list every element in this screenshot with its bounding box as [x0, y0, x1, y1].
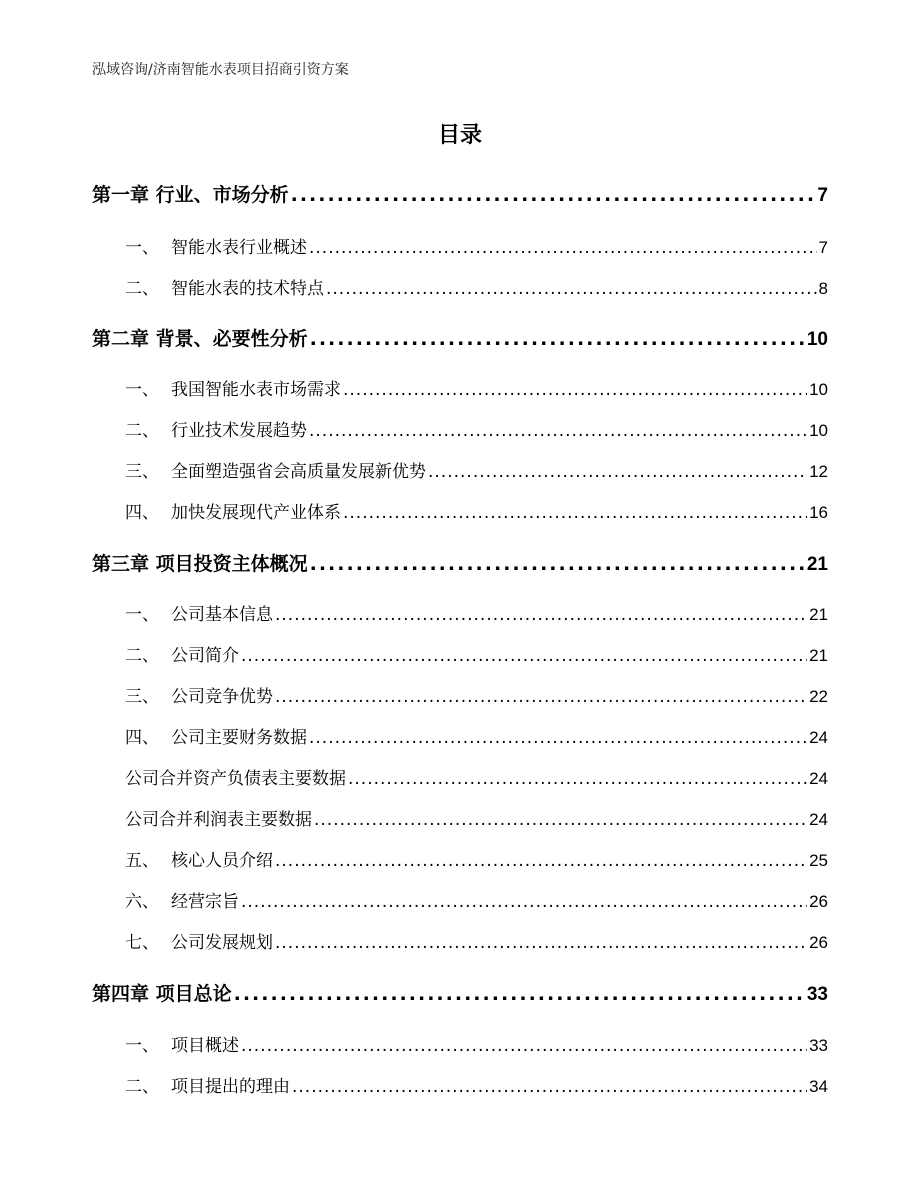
toc-entry-page: 8 [818, 279, 828, 298]
toc-entry-chapter-1[interactable] [92, 181, 828, 209]
toc-leader-dots [234, 980, 805, 1008]
toc-entry-page: 24 [809, 728, 828, 747]
toc-entry-page: 22 [809, 687, 828, 706]
toc-leader-dots [348, 766, 807, 792]
toc-entry-section[interactable] [125, 930, 828, 956]
toc-leader-dots [241, 643, 807, 669]
toc-entry-title: 项目提出的理由 [171, 1077, 290, 1097]
toc-entry-page: 26 [809, 892, 828, 911]
toc-entry-page: 7 [817, 185, 828, 206]
toc-entry-title: 第四章 项目总论 [92, 983, 232, 1005]
toc-entry-title: 公司合并利润表主要数据 [125, 810, 312, 830]
toc-entry-section[interactable] [125, 418, 828, 444]
toc-entry-section[interactable] [125, 602, 828, 628]
toc-leader-dots [241, 889, 807, 915]
toc-leader-dots [291, 181, 816, 209]
toc-leader-dots [310, 325, 805, 353]
toc-entry-page: 33 [806, 984, 828, 1005]
toc-entry-page: 12 [809, 462, 828, 481]
toc-leader-dots [326, 276, 817, 302]
toc-leader-dots [275, 602, 807, 628]
toc-entry-title: 经营宗旨 [171, 892, 239, 912]
toc-entry-title: 智能水表行业概述 [171, 238, 307, 258]
toc-leader-dots [309, 235, 817, 261]
toc-entry-section[interactable] [125, 500, 828, 526]
toc-leader-dots [275, 930, 807, 956]
toc-entry-page: 10 [806, 329, 828, 350]
toc-entry-chapter-3[interactable] [92, 550, 828, 578]
toc-entry-page: 33 [809, 1036, 828, 1055]
toc-entry-number: 一、 [125, 238, 159, 258]
toc-entry-title: 公司基本信息 [171, 605, 273, 625]
toc-entry-title: 项目概述 [171, 1036, 239, 1056]
toc-title: 目录 [437, 123, 482, 148]
toc-entry-section[interactable] [125, 1033, 828, 1059]
toc-entry-section[interactable] [125, 276, 828, 302]
toc-entry-section[interactable] [125, 459, 828, 485]
toc-entry-page: 34 [809, 1077, 828, 1096]
toc-entry-number: 五、 [125, 851, 159, 871]
toc-leader-dots [292, 1074, 807, 1100]
toc-leader-dots [310, 550, 805, 578]
toc-entry-page: 24 [809, 769, 828, 788]
toc-entry-title: 第三章 项目投资主体概况 [92, 553, 308, 575]
toc-leader-dots [309, 725, 807, 751]
toc-leader-dots [314, 807, 807, 833]
toc-entry-subsection[interactable] [125, 766, 828, 792]
toc-entry-section[interactable] [125, 684, 828, 710]
toc-entry-page: 10 [809, 421, 828, 440]
toc-entry-section[interactable] [125, 848, 828, 874]
toc-entry-section[interactable] [125, 889, 828, 915]
toc-entry-number: 二、 [125, 646, 159, 666]
toc-entry-title: 核心人员介绍 [171, 851, 273, 871]
toc-entry-title: 智能水表的技术特点 [171, 279, 324, 299]
toc-entry-number: 四、 [125, 728, 159, 748]
toc-entry-section[interactable] [125, 725, 828, 751]
toc-entry-chapter-2[interactable] [92, 325, 828, 353]
toc-entry-title: 公司合并资产负债表主要数据 [125, 769, 346, 789]
toc-entry-page: 21 [806, 554, 828, 575]
toc-entry-page: 10 [809, 380, 828, 399]
toc-leader-dots [241, 1033, 807, 1059]
toc-entry-chapter-4[interactable] [92, 980, 828, 1008]
toc-entry-section[interactable] [125, 1074, 828, 1100]
toc-entry-subsection[interactable] [125, 807, 828, 833]
toc-entry-section[interactable] [125, 643, 828, 669]
toc-entry-page: 16 [809, 503, 828, 522]
toc-entry-number: 一、 [125, 1036, 159, 1056]
toc-entry-number: 一、 [125, 605, 159, 625]
toc-entry-number: 二、 [125, 421, 159, 441]
toc-entry-number: 六、 [125, 892, 159, 912]
toc-entry-title: 我国智能水表市场需求 [171, 380, 341, 400]
toc-entry-title: 第一章 行业、市场分析 [92, 184, 289, 206]
running-header: 泓域咨询/济南智能水表项目招商引资方案 [92, 62, 349, 78]
toc-entry-number: 二、 [125, 279, 159, 299]
toc-entry-number: 一、 [125, 380, 159, 400]
toc-entry-number: 三、 [125, 462, 159, 482]
toc-entry-title: 公司竞争优势 [171, 687, 273, 707]
toc-entry-section[interactable] [125, 377, 828, 403]
toc-entry-title: 全面塑造强省会高质量发展新优势 [171, 462, 426, 482]
toc-entry-title: 公司主要财务数据 [171, 728, 307, 748]
toc-leader-dots [275, 848, 807, 874]
toc-leader-dots [428, 459, 807, 485]
toc-entry-number: 七、 [125, 933, 159, 953]
toc-entry-page: 7 [818, 238, 828, 257]
toc-entry-number: 三、 [125, 687, 159, 707]
toc-entry-title: 第二章 背景、必要性分析 [92, 328, 308, 350]
toc-entry-number: 二、 [125, 1077, 159, 1097]
toc-entry-section[interactable] [125, 235, 828, 261]
toc-leader-dots [275, 684, 807, 710]
toc-entry-page: 26 [809, 933, 828, 952]
toc-entry-page: 25 [809, 851, 828, 870]
toc-entry-page: 21 [809, 605, 828, 624]
toc-leader-dots [343, 500, 807, 526]
toc-leader-dots [343, 377, 807, 403]
toc-entry-number: 四、 [125, 503, 159, 523]
toc-entry-title: 加快发展现代产业体系 [171, 503, 341, 523]
toc-entry-title: 公司发展规划 [171, 933, 273, 953]
toc-leader-dots [309, 418, 807, 444]
toc-entry-page: 21 [809, 646, 828, 665]
toc-entry-title: 行业技术发展趋势 [171, 421, 307, 441]
toc-entry-page: 24 [809, 810, 828, 829]
toc-entry-title: 公司简介 [171, 646, 239, 666]
